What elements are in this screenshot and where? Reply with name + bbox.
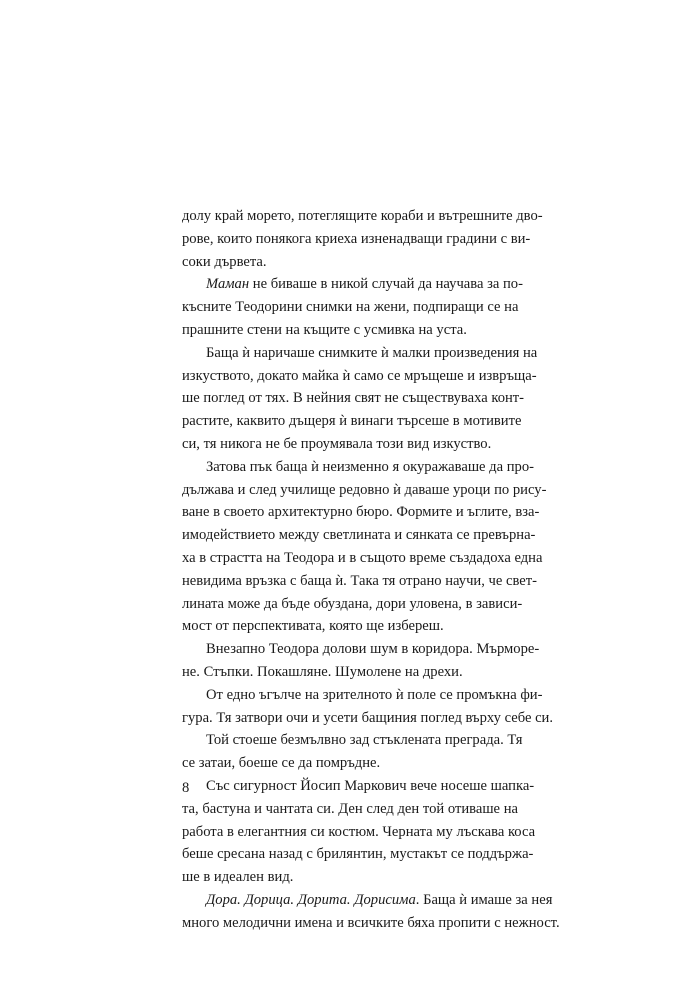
paragraph: [182, 729, 523, 775]
line-text: растите, каквито дъщеря ѝ винаги търсеше в мотивите: [182, 413, 522, 430]
text-line: [182, 615, 518, 638]
text-line: [182, 729, 523, 752]
text-line: [182, 433, 518, 456]
text-line: [182, 319, 518, 342]
text-line: [182, 479, 547, 502]
line-text: соки дървета.: [182, 253, 267, 270]
text-line: [182, 593, 523, 616]
line-text: работа в елегантния си костюм. Черната му лъскава коса: [182, 823, 536, 840]
text-line: [182, 456, 534, 479]
italic-text: Дора. Дорица. Дорита. Дорисима: [206, 891, 416, 908]
line-text: не биваше в никой случай да научава за по-: [249, 276, 523, 293]
line-text: мост от перспективата, която ще избереш.: [182, 618, 444, 635]
line-text: Внезапно Теодора долови шум в коридора. Мърморе-: [206, 641, 540, 658]
text-line: [182, 775, 535, 798]
line-text: Затова пък баща ѝ неизменно я окуражаваше да про-: [206, 458, 534, 475]
text-line: [182, 661, 518, 684]
line-text: много мелодични имена и всичките бяха пропити с нежност.: [182, 914, 560, 931]
line-text: прашните стени на къщите с усмивка на уста.: [182, 321, 467, 338]
line-text: невидима връзка с баща ѝ. Така тя отрано научи, че свет-: [182, 572, 537, 589]
paragraph: [182, 889, 560, 935]
line-text: От едно ъгълче на зрителното ѝ поле се промъкна фи-: [206, 686, 543, 703]
text-line: [182, 547, 543, 570]
body-text: [182, 205, 560, 935]
paragraph: [182, 456, 547, 638]
line-text: гура. Тя затвори очи и усети бащиния поглед върху себе си.: [182, 709, 554, 726]
line-text: Със сигурност Йосип Маркович вече носеше шапка-: [206, 777, 535, 794]
text-line: [182, 843, 534, 866]
text-line: [182, 205, 543, 228]
text-line: [182, 251, 518, 274]
paragraph: [182, 775, 536, 889]
line-text: си, тя никога не бе проумявала този вид изкуство.: [182, 435, 492, 452]
line-text: ше в идеален вид.: [182, 869, 294, 886]
paragraph: [182, 205, 543, 273]
line-text: та, бастуна и чантата си. Ден след ден той отиваше на: [182, 800, 518, 817]
line-text: Баща ѝ наричаше снимките ѝ малки произведения на: [206, 344, 538, 361]
line-text: имодействието между светлината и сянката се превърна-: [182, 527, 536, 544]
text-line: [182, 387, 525, 410]
text-line: [182, 889, 553, 912]
line-text: долу край морето, потеглящите кораби и вътрешните дво-: [182, 208, 543, 224]
line-text: . Баща ѝ имаше за нея: [415, 891, 553, 908]
text-line: [182, 296, 518, 319]
line-text: ше поглед от тях. В нейния свят не съществуваха конт-: [182, 390, 525, 407]
text-line: [182, 638, 540, 661]
line-text: дължава и след училище редовно ѝ даваше уроци по рису-: [182, 481, 547, 498]
text-line: [182, 821, 536, 844]
line-text: ване в своето архитектурно бюро. Формите и ъглите, вза-: [182, 504, 540, 521]
text-line: [182, 570, 537, 593]
page-number: 8: [182, 780, 190, 796]
text-line: [182, 342, 538, 365]
line-text: изкуството, докато майка ѝ само се мръщеше и извръща-: [182, 367, 537, 384]
text-line: [182, 410, 522, 433]
text-line: [182, 866, 518, 889]
text-line: [182, 524, 536, 547]
text-line: [182, 798, 518, 821]
text-line: [182, 365, 537, 388]
paragraph: [182, 684, 554, 730]
paragraph: [182, 273, 523, 341]
paragraph: [182, 638, 540, 684]
line-text: късните Теодорини снимки на жени, подпиращи се на: [182, 299, 519, 316]
line-text: не. Стъпки. Покашляне. Шумолене на дрехи.: [182, 663, 463, 680]
line-text: Той стоеше безмълвно зад стъклената преграда. Тя: [206, 732, 523, 749]
line-text: лината може да бъде обуздана, дори уловена, в зависи-: [182, 595, 523, 612]
text-line: [182, 707, 554, 730]
text-line: [182, 228, 531, 251]
italic-text: Маман: [206, 276, 250, 293]
text-line: [182, 273, 523, 296]
text-line: [182, 752, 518, 775]
line-text: се затаи, боеше се да помръдне.: [182, 755, 381, 772]
text-line: [182, 501, 540, 524]
text-line: [182, 684, 543, 707]
text-line: [182, 912, 560, 935]
line-text: беше сресана назад с брилянтин, мустакът се поддържа-: [182, 846, 534, 863]
line-text: ха в страстта на Теодора и в същото време създадоха една: [182, 549, 543, 566]
line-text: рове, които понякога криеха изненадващи градини с ви-: [182, 230, 531, 247]
paragraph: [182, 342, 538, 456]
